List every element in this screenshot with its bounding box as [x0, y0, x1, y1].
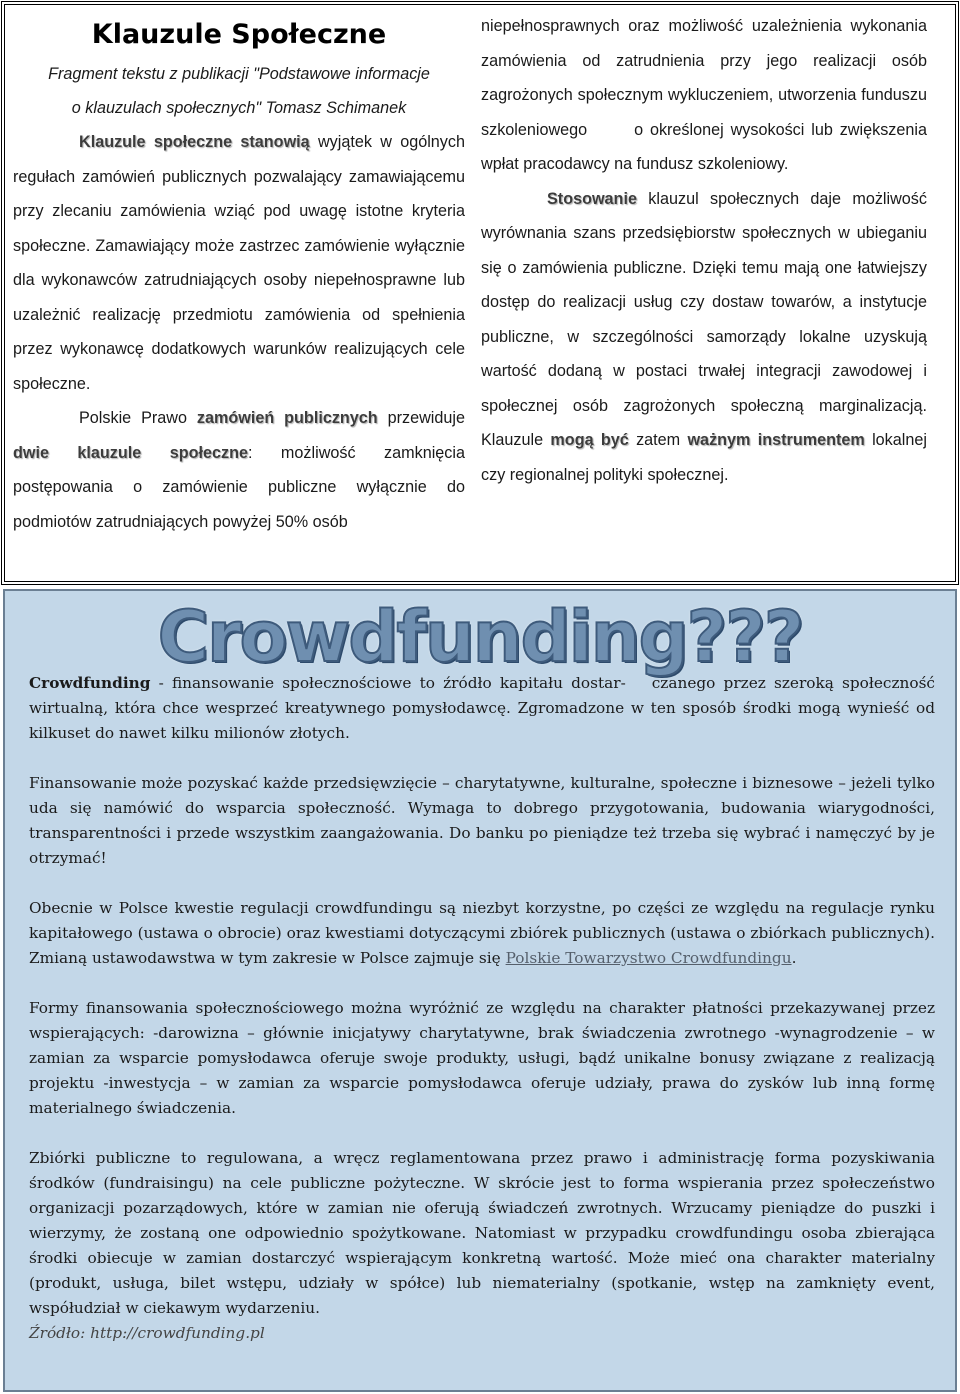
- klauzule-right-column: [481, 9, 927, 492]
- klauzule-p1-text: wyjątek w ogólnych regułach zamówień publicznych pozwalający zamawiającemu przy zlecaniu zamówienia wziąć pod uwagę istotne kryteria społeczne. Zamawiający może zastrzec zamówienie wyłącznie dla wykonawców zatrudniających osoby niepełnosprawne lub uzależnić realizację przedmiotu zamówienia od spełnienia przez wykonawcę dodatkowych warunków realizujących cele społeczne.: [13, 133, 465, 393]
- klauzule-subtitle: [13, 57, 465, 125]
- klauzule-p3-b: zatem: [628, 431, 688, 449]
- klauzule-title: Klauzule Społeczne: [91, 19, 387, 50]
- crowdfunding-paragraph-2: Finansowanie może pozyskać każde przedsięwzięcie – charytatywne, kulturalne, społeczne i biznesowe – jeżeli tylko uda się namówić do wsparcia społeczność. Wymaga to dobrego przygotowania, budowania wiarygodności, transparentności i przede wszystkim zaangażowania. Do banku po pieniądze też trzeba się wybrać i namęczyć by je otrzymać!: [29, 774, 935, 867]
- klauzule-p2-c: : możliwość zamknięcia postępowania o zamówienie publiczne wyłącznie do podmiotów zatrudniających powyżej 50% osób: [13, 443, 465, 531]
- crowdfunding-p3-a: Obecnie w Polsce kwestie regulacji crowdfundingu są niezbyt korzystne, po części ze względu na regulacje rynku kapitałowego (ustawa o obrocie) oraz kwestiami dotyczącymi zbiórek publicznych (ustawa o zbiórkach publicznych). Zmianą ustawodawstwa w tym zakresie w Polsce zajmuje się: [29, 899, 935, 967]
- crowdfunding-body: [29, 671, 935, 1346]
- klauzule-subtitle-line1: Fragment tekstu z publikacji "Podstawowe informacje: [48, 65, 430, 83]
- klauzule-paragraph-3: [481, 182, 927, 493]
- crowdfunding-paragraph-1: [29, 671, 935, 746]
- crowdfunding-p1-a: - finansowanie społecznościowe to źródło kapitału dostar-: [150, 674, 626, 692]
- klauzule-p2-d-prefix: niepełnosprawnych oraz możliwość uzależnienia wykonania zamówienia od zatrudnienia przy jego realizacji osób zagrożonych społecznym wykluczeniem, utworzenia funduszu szkoleniowego: [481, 17, 927, 139]
- klauzule-subtitle-line2: o klauzulach społecznych" Tomasz Schimanek: [71, 99, 407, 117]
- klauzule-p3-c: lokalnej czy regionalnej polityki społecznej.: [481, 431, 927, 484]
- crowdfunding-paragraph-4: Formy finansowania społecznościowego można wyróżnić ze względu na charakter płatności przekazywanej przez wspierających: -darowizna – głównie inicjatywy charytatywne, brak świadczenia zwrotnego -wynagrodzenie – w zamian za wsparcie pomysłodawca oferuje swoje produkty, usługi, bądź unikalne bonusy związane z realizacją projektu -inwestycja – w zamian za wsparcie pomysłodawca oferuje udziały, prawa do zysków lub inną formę materialnego świadczenia.: [29, 999, 935, 1117]
- highlight-dwie-klauzule: dwie klauzule społeczne: [13, 443, 248, 462]
- crowdfunding-paragraph-5: Zbiórki publiczne to regulowana, a wręcz reglamentowana przez prawo i administrację forma pozyskiwania środków (fundraisingu) na cele publiczne pożyteczne. W skrócie jest to forma wspierania przez społeczeństwo organizacji pozarządowych, które w zamian nie oferują świadczeń zwrotnych. Wrzucamy pieniądze do puszki i wierzymy, że zostaną one odpowiednio spożytkowane. Natomiast w przypadku crowdfundingu osoba zbierająca środki obiecuje w zamian dostarczyć wspierającym konkretną wartość. Może mieć ona charakter materialny (produkt, usługa, bilet wstępu, udziały w spółce) lub niematerialny (spotkanie, wstęp na zamknięty event, współudział w ciekawym wydarzeniu.: [29, 1149, 935, 1317]
- klauzule-paragraph-2: [13, 401, 465, 539]
- crowdfunding-title: Crowdfunding???: [157, 596, 803, 678]
- highlight-zamowien-publicznych: zamówień publicznych: [196, 409, 378, 427]
- klauzule-paragraph-1: [13, 125, 465, 401]
- klauzule-p2-a: Polskie Prawo: [79, 409, 197, 427]
- crowdfunding-p3-b: .: [791, 949, 797, 967]
- klauzule-p2-b: przewiduje: [377, 409, 465, 427]
- crowdfunding-term: Crowdfunding: [29, 674, 151, 692]
- crowdfunding-section: [3, 589, 957, 1392]
- crowdfunding-p1-b: czanego przez szeroką społeczność wirtualną, która chce wesprzeć kreatywnego pomysłodawcę. Zgromadzone w ten sposób środki mogą wynieść od kilkuset do nawet kilku milionów złotych.: [29, 674, 935, 742]
- klauzule-p2-d: o określonej wysokości lub zwiększenia wpłat pracodawcy na fundusz szkoleniowy.: [481, 120, 927, 173]
- highlight-moga-byc: mogą być: [550, 431, 629, 449]
- crowdfunding-paragraph-3: [29, 896, 935, 971]
- klauzule-left-column: [13, 13, 465, 539]
- highlight-stosowanie: Stosowanie: [547, 189, 637, 208]
- klauzule-p3-a: klauzul społecznych daje możliwość wyrównania szans przedsiębiorstw społecznych w ubieganiu się o zamówienia publiczne. Dzięki temu mają one łatwiejszy dostęp do realizacji usług czy dostaw towarów, a instytucje publiczne, w szczególności samorządy lokalne uzyskują wartość dodaną w postaci trwałej integracji zawodowej i społecznej osób zagrożonych społeczną marginalizacją. Klauzule: [481, 189, 927, 449]
- highlight-klauzule-stanowia: Klauzule społeczne stanowią: [79, 133, 310, 151]
- link-polskie-towarzystwo-crowdfundingu[interactable]: Polskie Towarzystwo Crowdfundingu: [505, 949, 792, 967]
- klauzule-paragraph-2-continued: [481, 9, 927, 182]
- crowdfunding-source: Źródło: http://crowdfunding.pl: [29, 1324, 265, 1342]
- highlight-waznym-instrumentem: ważnym instrumentem: [687, 431, 865, 449]
